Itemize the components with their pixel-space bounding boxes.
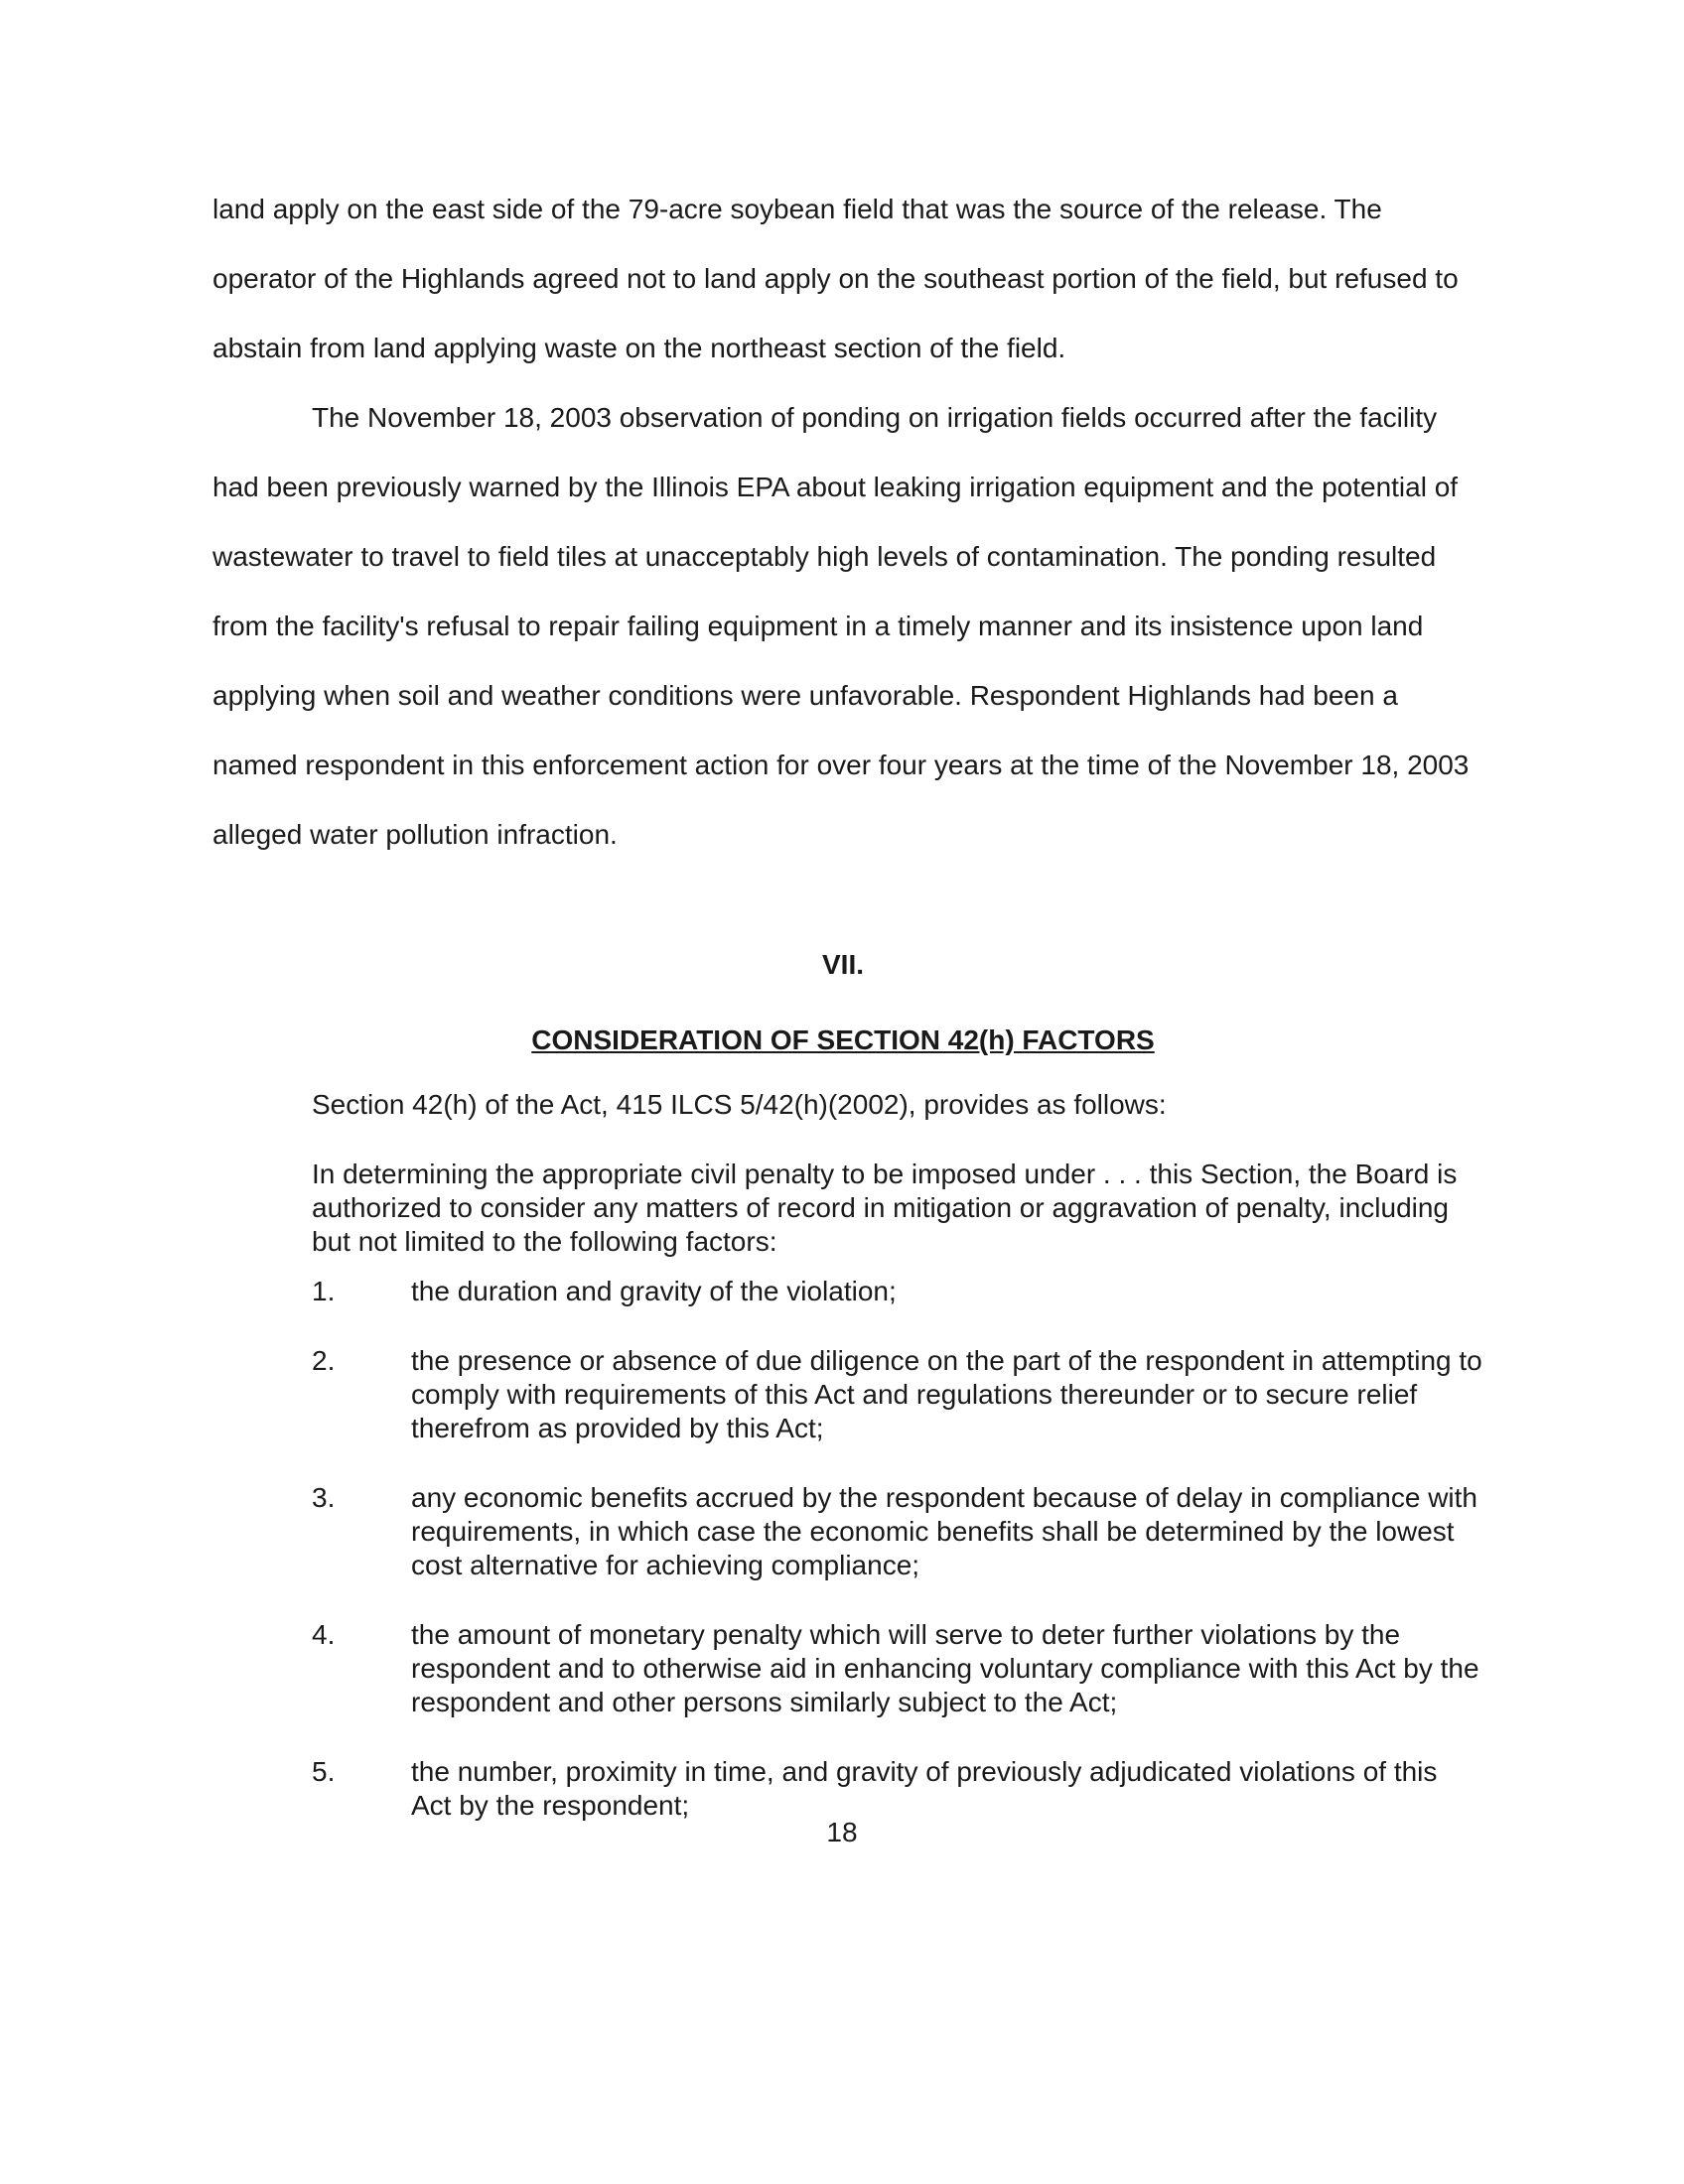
factor-number: 4. (312, 1619, 336, 1650)
factor-number: 2. (312, 1345, 336, 1376)
factor-number: 5. (312, 1756, 336, 1787)
statute-quote: In determining the appropriate civil penalty to be imposed under . . . this Section, the Board is authorized to consider any matters of record in mitigation or aggravation of penalty, including but not limited to the following factors: (312, 1159, 1458, 1257)
section-title: CONSIDERATION OF SECTION 42(h) FACTORS (531, 1024, 1155, 1055)
factor-text: any economic benefits accrued by the respondent because of delay in compliance with requirements, in which case the economic benefits shall be determined by the lowest cost alternative for achieving compliance; (411, 1482, 1477, 1580)
factors-list (312, 1275, 1483, 1858)
list-item (312, 1344, 1483, 1445)
page-content (212, 175, 1482, 1821)
factor-number: 3. (312, 1482, 336, 1513)
factor-number: 1. (312, 1276, 336, 1306)
factor-text: the number, proximity in time, and gravity of previously adjudicated violations of this Act by the respondent; (411, 1756, 1438, 1821)
factor-text: the amount of monetary penalty which will serve to deter further violations by the respondent and to otherwise aid in enhancing voluntary compliance with this Act by the respondent and other persons similarly subject to the Act; (411, 1619, 1479, 1717)
paragraph-continuation: land apply on the east side of the 79-acre soybean field that was the source of the release. The operator of the Highlands agreed not to land apply on the southeast portion of the field, but refused to abstain from land applying waste on the northeast section of the field. (212, 194, 1459, 363)
list-item (312, 1481, 1483, 1582)
factor-text: the presence or absence of due diligence on the part of the respondent in attempting to comply with requirements of this Act and regulations thereunder or to secure relief therefrom as provided by this Act; (411, 1345, 1482, 1443)
paragraph-ponding: The November 18, 2003 observation of ponding on irrigation fields occurred after the facility had been previously warned by the Illinois EPA about leaking irrigation equipment and the potential of wastewater to travel to field tiles at unacceptably high levels of contamination. The ponding resulted from the facility's refusal to repair failing equipment in a timely manner and its insistence upon land applying when soil and weather conditions were unfavorable. Respondent Highlands had been a named respondent in this enforcement action for over four years at the time of the November 18, 2003 alleged water pollution infraction. (212, 402, 1470, 850)
list-item (312, 1275, 1483, 1308)
list-item (312, 1618, 1483, 1719)
factor-text: the duration and gravity of the violation; (411, 1276, 897, 1306)
section-number: VII. (821, 949, 864, 980)
section-intro: Section 42(h) of the Act, 415 ILCS 5/42(h)(2002), provides as follows: (312, 1089, 1167, 1120)
list-item (312, 1755, 1483, 1823)
page-number: 18 (826, 1817, 858, 1847)
